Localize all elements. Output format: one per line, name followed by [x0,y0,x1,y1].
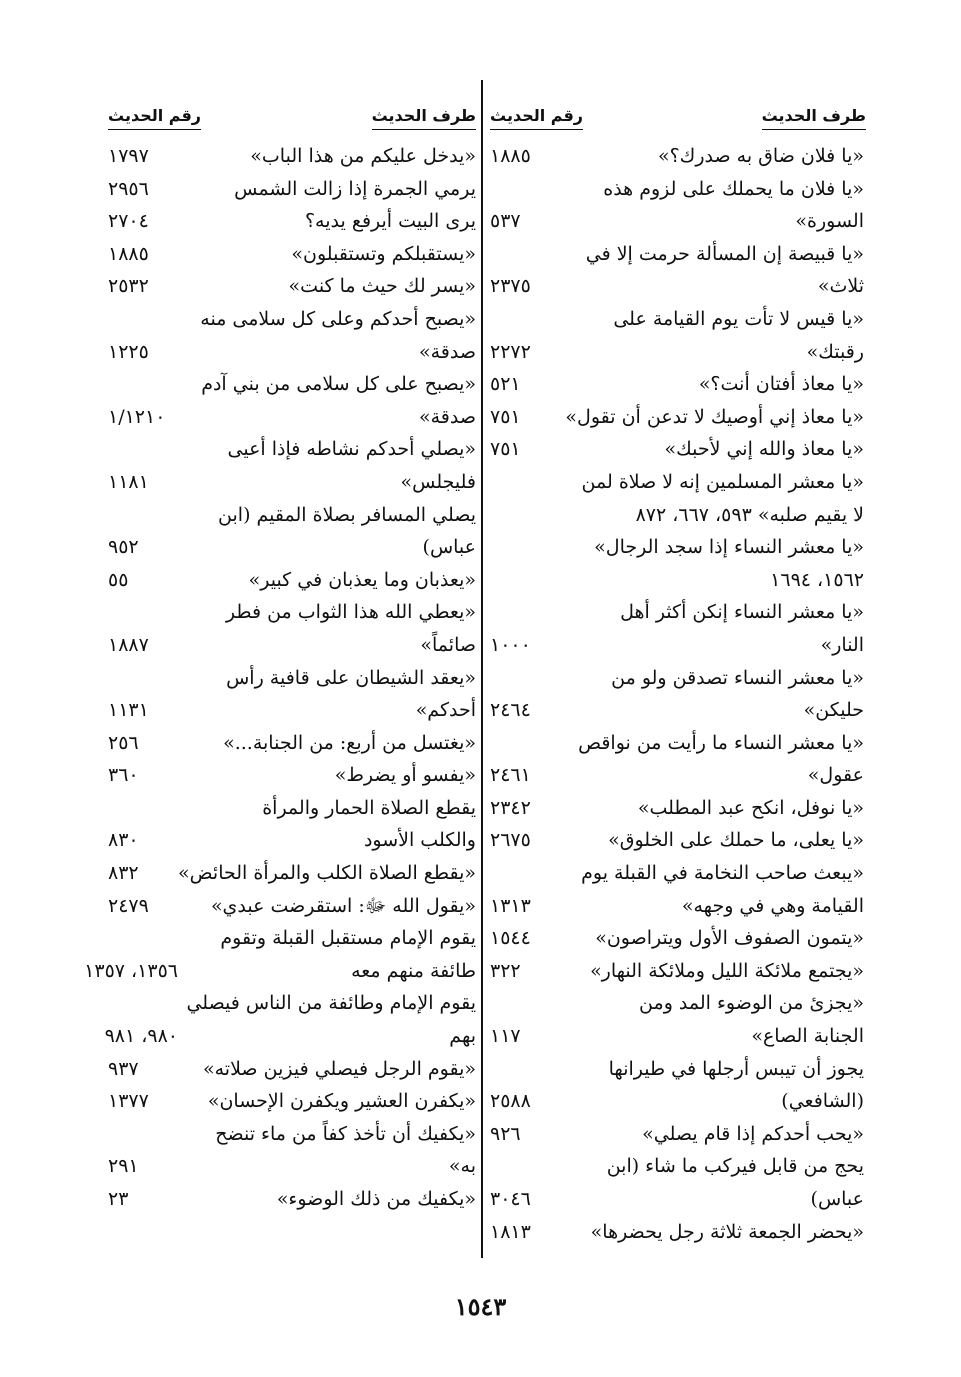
hadith-text: (الشافعي) [781,1090,864,1113]
hadith-number: ٥٢١ [490,373,521,396]
hadith-number: ٣٠٤٦ [490,1188,531,1210]
index-entry [490,987,866,1020]
hadith-text: «يجتمع ملائكة الليل وملائكة النهار» [590,959,864,982]
hadith-number: ٢٣ [108,1188,129,1210]
index-entry [108,857,476,890]
hadith-number: ١٣١٣ [490,894,531,917]
hadith-text: «يا نوفل، انكح عبد المطلب» [637,796,864,819]
index-entry [490,890,866,923]
hadith-number: ٢٩١ [108,1155,139,1178]
index-entry [108,694,476,727]
index-entry [108,759,476,792]
hadith-number [490,857,560,890]
hadith-text: «يصبح أحدكم وعلى كل سلامى منه [200,307,476,330]
hadith-number: ١٣٧٧ [108,1090,149,1113]
hadith-text: يرى البيت أيرفع يديه؟ [304,210,476,233]
hadith-text: والكلب الأسود [363,829,476,852]
index-entry [108,270,476,303]
index-entry [108,466,476,499]
hadith-number: ١١٧ [490,1025,521,1048]
index-entry [490,1085,866,1118]
index-entry [108,205,476,238]
hadith-text: «يا فلان ضاق به صدرك؟» [657,145,864,167]
hadith-number [490,466,560,499]
hadith-number [108,662,178,695]
index-entry [490,694,866,727]
hadith-text: السورة» [795,210,864,233]
hadith-text: «يتمون الصفوف الأول ويتراصون» [595,927,864,950]
hadith-text: «يصبح على كل سلامى من بني آدم [201,373,476,396]
hadith-text: عباس) [810,1188,864,1210]
right-column-header [490,94,866,130]
hadith-text: فليجلس» [400,470,476,493]
index-entry [490,401,866,434]
hadith-number: ٢٦٧٥ [490,829,531,852]
hadith-text: «يصلي أحدكم نشاطه فإذا أعيى [227,438,476,461]
hadith-number: ٩٢٦ [490,1122,521,1145]
hadith-number: ٢٧٠٤ [108,210,149,233]
hadith-text: حليكن» [803,699,864,722]
hadith-number: ٢٥٦ [108,731,139,754]
index-entry [490,727,866,760]
hadith-number [108,792,178,825]
index-entry [490,205,866,238]
hadith-number: ٥٥ [108,568,129,591]
hadith-number: ١٨١٣ [490,1220,531,1243]
hadith-text: صائماً» [420,633,476,656]
index-entry [108,890,476,923]
index-entry [490,531,866,596]
hadith-text: «يا معشر النساء إذا سجد الرجال» ١٥٦٢، ١٦٩٤ [594,536,864,591]
index-entry [490,662,866,695]
hadith-text: يقوم الإمام وطائفة من الناس فيصلي [186,992,476,1015]
hadith-text: يقطع الصلاة الحمار والمرأة [262,796,476,819]
hadith-number: ٩٣٧ [108,1057,139,1080]
index-entry [108,662,476,695]
index-entry [490,955,866,988]
index-entry [490,368,866,401]
hadith-number: ٢٤٦٤ [490,699,531,722]
index-entry [108,987,476,1020]
index-entry [490,1118,866,1151]
index-entry [108,238,476,271]
index-entry [104,1020,476,1053]
hadith-text: بهم [449,1025,476,1048]
hadith-number: ١٠٠٠ [490,633,531,656]
index-entry [490,922,866,955]
hadith-text: يقوم الإمام مستقبل القبلة وتقوم [220,927,476,950]
hadith-text: «يستقبلكم وتستقبلون» [291,242,476,265]
right-column [490,140,866,1248]
hadith-number [490,987,560,1020]
index-entry [490,824,866,857]
index-entry [490,1053,866,1086]
hadith-number: ٧٥١ [490,438,521,461]
left-column-header [108,94,476,130]
index-entry [490,433,866,466]
index-entry [490,173,866,206]
hadith-number: ٩٥٢ [108,536,139,559]
hadith-number [108,1118,178,1151]
hadith-text: «يكفيك أن تأخذ كفاً من ماء تنضح [215,1122,476,1145]
index-entry [490,759,866,792]
index-entry [490,238,866,271]
hadith-number: ٢٥٨٨ [490,1090,531,1113]
hadith-number: ١٨٨٥ [108,242,149,265]
hadith-number: ١/١٢١٠ [108,405,166,428]
hadith-number [108,922,178,955]
index-entry [490,303,866,336]
hadith-text: «يكفرن العشير ويكفرن الإحسان» [207,1090,476,1113]
hadith-number: ١٥٤٤ [490,927,531,950]
index-entry [108,336,476,369]
hadith-number [108,368,178,401]
hadith-number: ٢٣٤٢ [490,796,531,819]
hadith-text: الجنابة الصاع» [751,1025,864,1048]
hadith-number: ١٧٩٧ [108,145,149,167]
page-number: ١٥٤٣ [454,1292,507,1321]
hadith-text-heading: طرف الحديث [762,106,866,130]
index-entry [108,596,476,629]
hadith-number: ٢٩٥٦ [108,177,149,200]
index-entry [108,1118,476,1151]
hadith-text: النار» [820,633,864,656]
hadith-text: «يقول الله ﷻ: استقرضت عبدي» [210,894,476,917]
hadith-number: ١٨٨٥ [490,145,531,167]
hadith-text: لا يقيم صلبه» ٥٩٣، ٦٦٧، ٨٧٢ [635,503,864,526]
index-entry [108,727,476,760]
hadith-text: «يا قبيصة إن المسألة حرمت إلا في [585,242,864,265]
hadith-number: ٨٣٠ [108,829,139,852]
hadith-text: ثلاث» [817,275,864,298]
hadith-text: «يا معشر النساء إنكن أكثر أهل [620,601,864,624]
hadith-text: «يعقد الشيطان على قافية رأس [226,666,476,689]
hadith-text: طائفة منهم معه [351,959,476,982]
hadith-text: «يبعث صاحب النخامة في القبلة يوم [581,862,864,885]
hadith-text: به» [448,1155,476,1178]
hadith-text: يصلي المسافر بصلاة المقيم (ابن [218,503,476,526]
hadith-text: «يدخل عليكم من هذا الباب» [250,145,476,167]
index-entry [108,433,476,466]
index-entry [108,1183,476,1216]
hadith-number: ١١٨١ [108,470,149,493]
hadith-number: ٣٢٢ [490,959,521,982]
hadith-number [108,303,178,336]
hadith-number [108,433,178,466]
hadith-number: ٢٥٣٢ [108,275,149,298]
hadith-text: «يجزئ من الوضوء المد ومن [639,992,864,1015]
index-entry [108,1150,476,1183]
index-entry [490,466,866,499]
hadith-number: ١٣٥٦، ١٣٥٧ [84,959,178,982]
hadith-number: ٥٣٧ [490,210,521,233]
hadith-number [490,531,560,596]
index-entry [108,629,476,662]
index-entry [490,1150,866,1183]
hadith-number [108,987,178,1020]
hadith-number [108,499,178,532]
hadith-text: «يا معاذ إني أوصيك لا تدعن أن تقول» [565,405,864,428]
hadith-text: يرمي الجمرة إذا زالت الشمس [234,177,476,200]
hadith-text-heading: طرف الحديث [372,106,476,130]
hadith-number: ٧٥١ [490,405,521,428]
hadith-text: يجوز أن تيبس أرجلها في طيرانها [608,1057,864,1080]
hadith-text: «يقوم الرجل فيصلي فيزين صلاته» [203,1057,476,1080]
index-entry [108,173,476,206]
hadith-number: ٨٣٢ [108,862,139,885]
index-entry [108,922,476,955]
index-entry [490,792,866,825]
hadith-text: القيامة وهي في وجهه» [681,894,864,917]
hadith-text: «يسر لك حيث ما كنت» [288,275,476,298]
hadith-text: أحدكم» [415,699,476,722]
hadith-text: عقول» [807,764,864,787]
hadith-text: «يقطع الصلاة الكلب والمرأة الحائض» [178,862,476,885]
index-entry [108,792,476,825]
hadith-text: «يا معشر النساء ما رأيت من نواقص [578,731,864,754]
hadith-number: ٢٢٧٢ [490,340,531,363]
hadith-number [490,662,560,695]
index-entry [490,857,866,890]
hadith-text: صدقة» [419,340,476,363]
hadith-text: عباس) [422,536,476,559]
hadith-text: «يا معاذ والله إني لأحبك» [664,438,864,461]
index-entry [490,270,866,303]
index-entry [108,368,476,401]
hadith-text: «يا معشر المسلمين إنه لا صلاة لمن [581,470,864,493]
hadith-text: «يعذبان وما يعذبان في كبير» [248,568,476,591]
left-column [84,140,476,1216]
hadith-number [108,596,178,629]
hadith-number: ١٨٨٧ [108,633,149,656]
hadith-text: «يفسو أو يضرط» [334,764,476,787]
index-entry [84,955,476,988]
index-entry [490,140,866,173]
index-entry [108,140,476,173]
index-entry [108,564,476,597]
hadith-number [490,1150,560,1183]
hadith-text: «يحب أحدكم إذا قام يصلي» [642,1122,864,1145]
hadith-text: «يا قيس لا تأت يوم القيامة على [613,307,864,330]
hadith-number: ١١٣١ [108,699,149,722]
index-entry [108,531,476,564]
hadith-text: «يا معاذ أفتان أنت؟» [698,373,864,396]
index-entry [490,1020,866,1053]
index-entry [490,1216,866,1249]
hadith-number: ٢٤٦١ [490,764,531,787]
hadith-number-heading: رقم الحديث [108,106,201,130]
index-entry [490,1183,866,1216]
index-entry [108,303,476,336]
hadith-text: «يا يعلى، ما حملك على الخلوق» [608,829,864,852]
hadith-text: «يحضر الجمعة ثلاثة رجل يحضرها» [590,1220,864,1243]
hadith-text: صدقة» [419,405,476,428]
index-entry [108,824,476,857]
hadith-text: «يا فلان ما يحملك على لزوم هذه [603,177,864,200]
hadith-text: «يا معشر النساء تصدقن ولو من [611,666,864,689]
index-entry [490,629,866,662]
hadith-number [490,238,560,271]
hadith-number-heading: رقم الحديث [490,106,583,130]
hadith-text: رقبتك» [806,340,864,363]
hadith-number [490,499,560,532]
index-entry [108,401,476,434]
index-entry [490,336,866,369]
hadith-number [490,727,560,760]
hadith-number: ٣٦٠ [108,764,139,787]
hadith-text: يحج من قابل فيركب ما شاء (ابن [606,1155,864,1178]
hadith-number [490,596,560,629]
hadith-text: «يعطي الله هذا الثواب من فطر [225,601,476,624]
index-entry [108,499,476,532]
index-entry [108,1053,476,1086]
index-entry [108,1085,476,1118]
index-entry [490,596,866,629]
index-entry [490,499,866,532]
hadith-number [490,303,560,336]
hadith-number: ١٢٢٥ [108,340,149,363]
hadith-text: «يكفيك من ذلك الوضوء» [276,1188,476,1210]
hadith-number [490,173,560,206]
hadith-number [490,1053,560,1086]
hadith-text: «يغتسل من أربع: من الجنابة...» [223,731,476,754]
hadith-number: ٢٣٧٥ [490,275,531,298]
hadith-number: ٢٤٧٩ [108,894,149,917]
column-divider [481,80,483,1258]
hadith-number: ٩٨٠، ٩٨١ [104,1025,178,1048]
